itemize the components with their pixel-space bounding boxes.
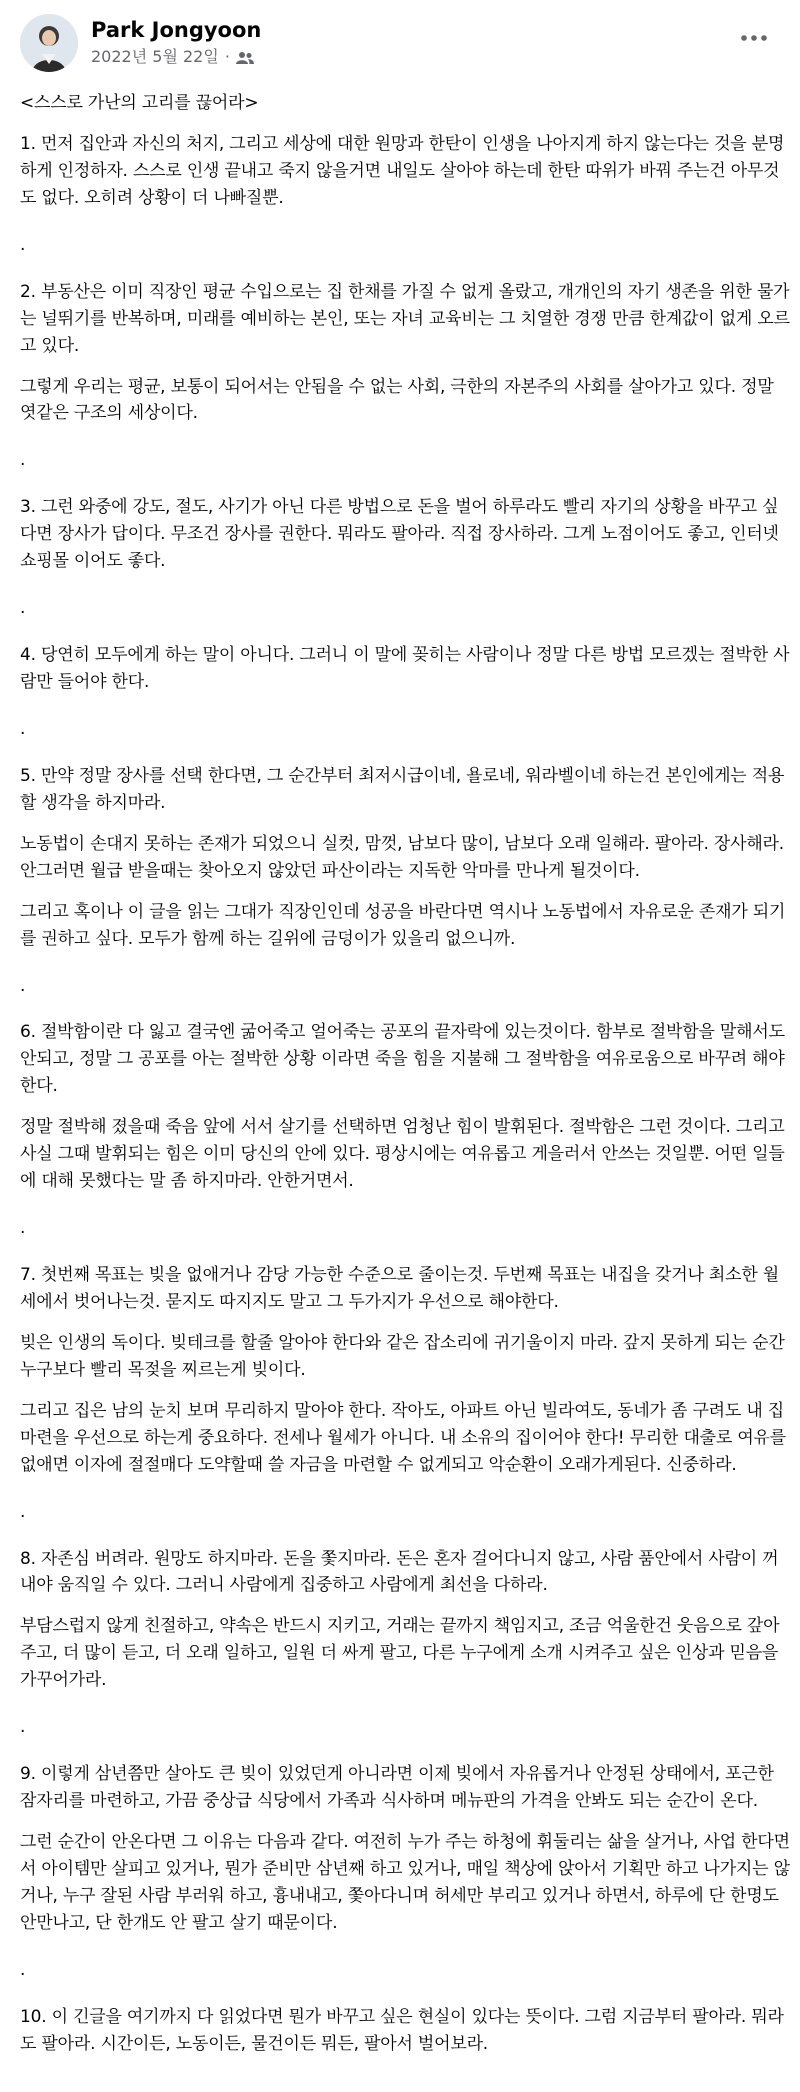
post-paragraph: 그리고 집은 남의 눈치 보며 무리하지 말아야 한다. 작아도, 아파트 아닌 빌라여도, 동네가 좀 구려도 내 집 마련을 우선으로 하는게 중요하다. 전세나 월세가 아니다. 내 소유의 집이어야 한다! 무리한 대출로 여유를 없애면 이자에 절절매다 도약할때 쓸 자금을 마련할 수 없게되고 악순환이 오래가게된다. 신중하라. bbox=[20, 1400, 786, 1475]
post-paragraph: 빚은 인생의 독이다. 빚테크를 할줄 알아야 한다와 같은 잡소리에 귀기울이지 마라. 갚지 못하게 되는 순간 누구보다 빨리 목젖을 찌르는게 빚이다. bbox=[20, 1332, 785, 1380]
separator-dot: . bbox=[20, 718, 26, 739]
friends-icon[interactable] bbox=[236, 50, 254, 64]
more-horizontal-icon bbox=[741, 35, 767, 41]
post-paragraph: 정말 절박해 졌을때 죽음 앞에 서서 살기를 선택하면 엄청난 힘이 발휘된다. 절박함은 그런 것이다. 그리고 사실 그때 발휘되는 힘은 이미 당신의 안에 있다. 평상시에는 여유롭고 게을러서 안쓰는 것일뿐. 어떤 일들에 대해 못했다는 말 좀 하지마라. 안한거면서. bbox=[20, 1117, 785, 1192]
separator-dot: . bbox=[20, 1218, 26, 1239]
author-avatar[interactable] bbox=[20, 14, 78, 72]
more-options-button[interactable] bbox=[734, 26, 774, 50]
post-paragraph: <스스로 가난의 고리를 끊어라> bbox=[20, 93, 259, 113]
post-paragraph: 2. 부동산은 이미 직장인 평균 수입으로는 집 한채를 가질 수 없게 올랐고, 개개인의 자기 생존을 위한 물가는 널뛰기를 반복하며, 미래를 예비하는 본인, 또는 자녀 교육비는 그 치열한 경쟁 만큼 한계값이 없게 오르고 있다. bbox=[20, 281, 790, 356]
post-body bbox=[20, 90, 790, 2072]
meta-separator: · bbox=[224, 47, 230, 66]
post-date[interactable]: 2022년 5월 22일 bbox=[91, 47, 219, 66]
post-meta bbox=[91, 47, 254, 67]
post-paragraph: 10. 이 긴글을 여기까지 다 읽었다면 뭔가 바꾸고 싶은 현실이 있다는 뜻이다. 그럼 지금부터 팔아라. 뭐라도 팔아라. 시간이든, 노동이든, 물건이든 뭐든, 팔아서 벌어보라. bbox=[20, 2006, 784, 2054]
separator-dot: . bbox=[20, 1501, 26, 1522]
separator-dot: . bbox=[20, 1959, 26, 1980]
post-paragraph: 4. 당연히 모두에게 하는 말이 아니다. 그러니 이 말에 꽂히는 사람이나 정말 다른 방법 모르겠는 절박한 사람만 들어야 한다. bbox=[20, 645, 790, 692]
post-paragraph: 3. 그런 와중에 강도, 절도, 사기가 아닌 다른 방법으로 돈을 벌어 하루라도 빨리 자기의 상황을 바꾸고 싶다면 장사가 답이다. 무조건 장사를 권한다. 뭐라도 팔아라. 직접 장사하라. 그게 노점이어도 좋고, 인터넷 쇼핑몰 이어도 좋다. bbox=[20, 497, 779, 572]
separator-dot: . bbox=[20, 450, 26, 471]
post-paragraph: 5. 만약 정말 장사를 선택 한다면, 그 순간부터 최저시급이네, 욜로네, 워라벨이네 하는건 본인에게는 적용할 생각을 하지마라. bbox=[20, 765, 785, 813]
post-paragraph: 그런 순간이 안온다면 그 이유는 다음과 같다. 여전히 누가 주는 하청에 휘둘리는 삶을 살거나, 사업 한다면서 아이템만 살피고 있거나, 뭔가 준비만 삼년째 하고 있거나, 매일 책상에 앉아서 기획만 하고 나가지는 않거나, 누구 잘된 사람 부러워 하고, 흉내내고, 쫓아다니며 허세만 부리고 있거나 하면서, 하루에 단 한명도 안만나고, 단 한개도 안 팔고 살기 때문이다. bbox=[20, 1832, 790, 1933]
post-paragraph: 그렇게 우리는 평균, 보통이 되어서는 안됨을 수 없는 사회, 극한의 자본주의 사회를 살아가고 있다. 정말 엿같은 구조의 세상이다. bbox=[20, 376, 774, 424]
separator-dot: . bbox=[20, 975, 26, 996]
post-paragraph: 그리고 혹이나 이 글을 읽는 그대가 직장인인데 성공을 바란다면 역시나 노동법에서 자유로운 존재가 되기를 권하고 싶다. 모두가 함께 하는 길위에 금덩이가 있을리 없으니까. bbox=[20, 901, 786, 949]
post-paragraph: 1. 먼저 집안과 자신의 처지, 그리고 세상에 대한 원망과 한탄이 인생을 나아지게 하지 않는다는 것을 분명하게 인정하자. 스스로 인생 끝내고 죽지 않을거면 내일도 살아야 하는데 한탄 따위가 바꿔 주는건 아무것도 없다. 오히려 상황이 더 나빠질뿐. bbox=[20, 133, 785, 208]
post-paragraph: 6. 절박함이란 다 잃고 결국엔 굶어죽고 얼어죽는 공포의 끝자락에 있는것이다. 함부로 절박함을 말해서도 안되고, 정말 그 공포를 아는 절박한 상황 이라면 죽을 힘을 지불해 그 절박함을 여유로움으로 바꾸려 해야한다. bbox=[20, 1022, 785, 1097]
separator-dot: . bbox=[20, 1717, 26, 1738]
author-name[interactable]: Park Jongyoon bbox=[91, 18, 262, 42]
post-paragraph: 부담스럽지 않게 친절하고, 약속은 반드시 지키고, 거래는 끝까지 책임지고, 조금 억울한건 웃음으로 갚아주고, 더 많이 듣고, 더 오래 일하고, 일원 더 싸게 팔고, 다른 누구에게 소개 시켜주고 싶은 인상과 믿음을 가꾸어가라. bbox=[20, 1616, 780, 1691]
post-paragraph: 9. 이렇게 삼년쯤만 살아도 큰 빚이 있었던게 아니라면 이제 빚에서 자유롭거나 안정된 상태에서, 포근한 잠자리를 마련하고, 가끔 중상급 식당에서 가족과 식사하며 메뉴판의 가격을 안봐도 되는 순간이 온다. bbox=[20, 1764, 774, 1812]
post-paragraph: 7. 첫번째 목표는 빚을 없애거나 감당 가능한 수준으로 줄이는것. 두번째 목표는 내집을 갖거나 최소한 월세에서 벗어나는것. 묻지도 따지지도 말고 그 두가지가 우선으로 해야한다. bbox=[20, 1265, 779, 1312]
post-paragraph: 8. 자존심 버려라. 원망도 하지마라. 돈을 쫓지마라. 돈은 혼자 걸어다니지 않고, 사람 품안에서 사람이 꺼내야 움직일 수 있다. 그러니 사람에게 집중하고 사람에게 최선을 다하라. bbox=[20, 1548, 779, 1596]
separator-dot: . bbox=[20, 234, 26, 255]
avatar-image bbox=[20, 14, 78, 72]
post-paragraph: 노동법이 손대지 못하는 존재가 되었으니 실컷, 맘껏, 남보다 많이, 남보다 오래 일해라. 팔아라. 장사해라. 안그러면 월급 받을때는 찾아오지 않았던 파산이라는 지독한 악마를 만나게 될것이다. bbox=[20, 833, 784, 881]
post-header bbox=[0, 0, 800, 80]
separator-dot: . bbox=[20, 598, 26, 619]
